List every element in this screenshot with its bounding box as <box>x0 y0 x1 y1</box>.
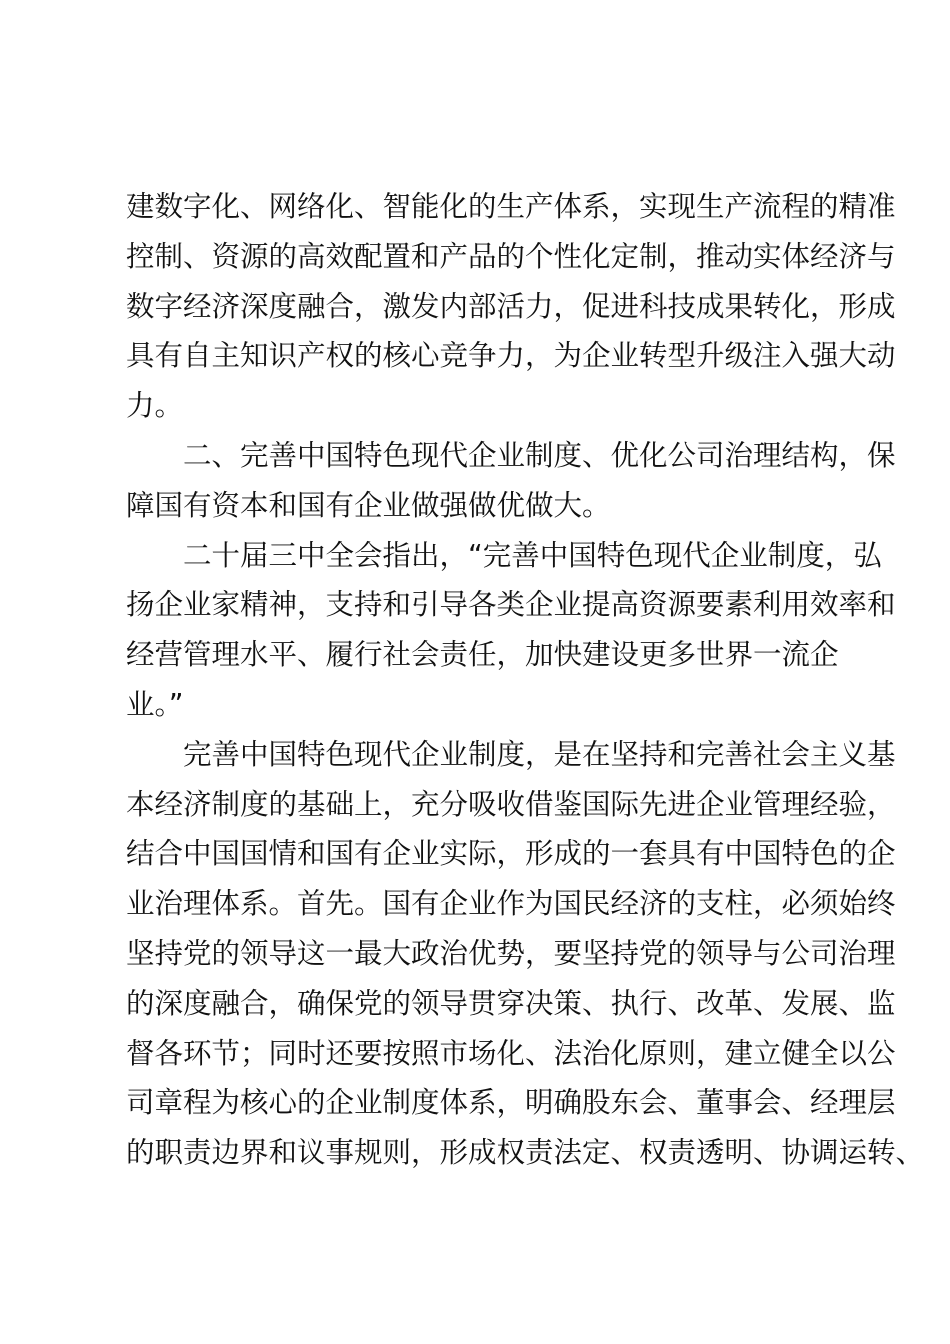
text-line: 坚持党的领导这一最大政治优势，要坚持党的领导与公司治理 <box>126 936 896 970</box>
text-line: 具有自主知识产权的核心竞争力，为企业转型升级注入强大动 <box>126 339 896 373</box>
text-line: 司章程为核心的企业制度体系，明确股东会、董事会、经理层 <box>126 1086 896 1120</box>
text-line: 督各环节；同时还要按照市场化、法治化原则，建立健全以公 <box>126 1036 896 1070</box>
text-line: 的职责边界和议事规则，形成权责法定、权责透明、协调运转、 <box>126 1136 925 1170</box>
text-line: 控制、资源的高效配置和产品的个性化定制，推动实体经济与 <box>126 239 896 273</box>
body-text <box>126 182 925 1178</box>
text-line: 业治理体系。首先。国有企业作为国民经济的支柱，必须始终 <box>126 887 896 921</box>
text-line: 建数字化、网络化、智能化的生产体系，实现生产流程的精准 <box>126 190 896 223</box>
text-line: 结合中国国情和国有企业实际，形成的一套具有中国特色的企 <box>126 837 896 871</box>
text-line: 二十届三中全会指出，“完善中国特色现代企业制度，弘 <box>183 538 882 572</box>
text-line: 本经济制度的基础上，充分吸收借鉴国际先进企业管理经验， <box>126 787 896 821</box>
text-line: 数字经济深度融合，激发内部活力，促进科技成果转化，形成 <box>126 289 896 323</box>
text-line: 的深度融合，确保党的领导贯穿决策、执行、改革、发展、监 <box>126 986 896 1020</box>
text-line: 完善中国特色现代企业制度，是在坚持和完善社会主义基 <box>183 737 896 771</box>
text-line: 经营管理水平、履行社会责任，加快建设更多世界一流企 <box>126 638 839 672</box>
text-line: 业。” <box>126 687 184 721</box>
section-heading-line: 障国有资本和国有企业做强做优做大。 <box>126 488 611 522</box>
text-line: 扬企业家精神，支持和引导各类企业提高资源要素利用效率和 <box>126 588 896 622</box>
text-line: 力。 <box>126 389 184 423</box>
section-heading-line: 二、完善中国特色现代企业制度、优化公司治理结构，保 <box>183 438 896 472</box>
